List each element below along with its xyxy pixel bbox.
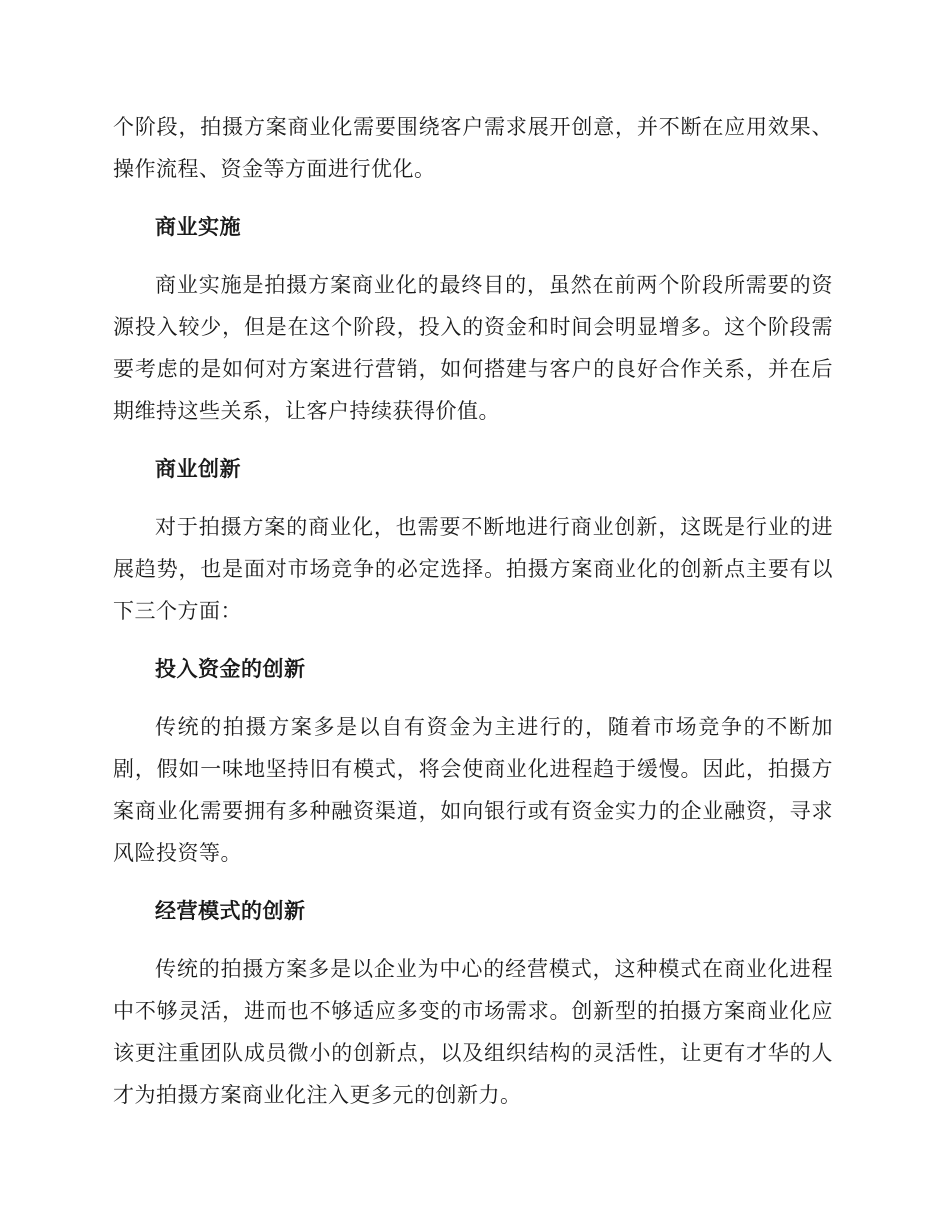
document-page (113, 106, 833, 1116)
paragraph-investment-innovation: 传统的拍摄方案多是以自有资金为主进行的，随着市场竞争的不断加剧，假如一味地坚持旧有模式，将会使商业化进程趋于缓慢。因此，拍摄方案商业化需要拥有多种融资渠道，如向银行或有资金实力的企业融资，寻求风险投资等。 (113, 715, 833, 865)
paragraph-business-innovation: 对于拍摄方案的商业化，也需要不断地进行商业创新，这既是行业的进展趋势，也是面对市场竞争的必定选择。拍摄方案商业化的创新点主要有以下三个方面： (113, 515, 833, 623)
intro-paragraph: 个阶段，拍摄方案商业化需要围绕客户需求展开创意，并不断在应用效果、操作流程、资金等方面进行优化。 (113, 115, 833, 181)
paragraph-business-implementation: 商业实施是拍摄方案商业化的最终目的，虽然在前两个阶段所需要的资源投入较少，但是在这个阶段，投入的资金和时间会明显增多。这个阶段需要考虑的是如何对方案进行营销，如何搭建与客户的良好合作关系，并在后期维持这些关系，让客户持续获得价值。 (113, 273, 833, 423)
heading-business-innovation: 商业创新 (155, 457, 241, 481)
paragraph-business-model-innovation: 传统的拍摄方案多是以企业为中心的经营模式，这种模式在商业化进程中不够灵活，进而也不够适应多变的市场需求。创新型的拍摄方案商业化应该更注重团队成员微小的创新点，以及组织结构的灵活性，让更有才华的人才为拍摄方案商业化注入更多元的创新力。 (113, 957, 833, 1107)
heading-business-model-innovation: 经营模式的创新 (155, 899, 306, 923)
heading-business-implementation: 商业实施 (155, 215, 241, 239)
heading-investment-innovation: 投入资金的创新 (155, 657, 306, 681)
